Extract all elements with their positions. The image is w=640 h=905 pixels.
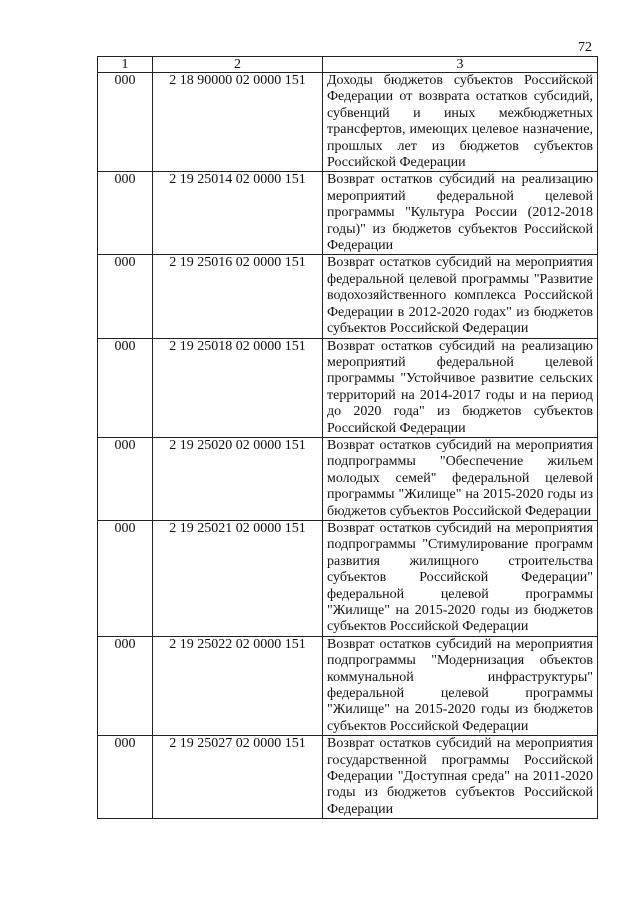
admin-code-cell: 000 [98, 73, 153, 172]
page-number: 72 [578, 40, 592, 55]
table-row [98, 73, 598, 172]
table-row [98, 636, 598, 735]
budget-codes-table [97, 56, 598, 819]
income-name-cell: Возврат остатков субсидий на мероприятия государственной программы Российской Федерации "Доступная среда" на 2011-2020 годы из бюджетов субъектов Российской Федерации [323, 736, 598, 819]
income-name-cell: Возврат остатков субсидий на реализацию мероприятий федеральной целевой программы "Культура России (2012-2018 годы)" из бюджетов субъектов Российской Федерации [323, 172, 598, 255]
income-name-cell: Возврат остатков субсидий на мероприятия федеральной целевой программы "Развитие водохозяйственного комплекса Российской Федерации в 2012-2020 годах" из бюджетов субъектов Российской Федерации [323, 255, 598, 338]
income-name-cell: Доходы бюджетов субъектов Российской Федерации от возврата остатков субсидий, субвенций и иных межбюджетных трансфертов, имеющих целевое назначение, прошлых лет из бюджетов субъектов Российской Федерации [323, 73, 598, 172]
kbk-code-cell: 2 19 25014 02 0000 151 [153, 172, 323, 255]
kbk-code-cell: 2 19 25027 02 0000 151 [153, 736, 323, 819]
admin-code-cell: 000 [98, 172, 153, 255]
table-row [98, 520, 598, 636]
kbk-code-cell: 2 19 25018 02 0000 151 [153, 338, 323, 437]
kbk-code-cell: 2 19 25021 02 0000 151 [153, 520, 323, 636]
income-name-cell: Возврат остатков субсидий на мероприятия подпрограммы "Обеспечение жильем молодых семей" федеральной целевой программы "Жилище" на 2015-2020 годы из бюджетов субъектов Российской Федерации [323, 437, 598, 520]
table-row [98, 736, 598, 819]
admin-code-cell: 000 [98, 736, 153, 819]
kbk-code-cell: 2 18 90000 02 0000 151 [153, 73, 323, 172]
admin-code-cell: 000 [98, 520, 153, 636]
income-name-cell: Возврат остатков субсидий на реализацию мероприятий федеральной целевой программы "Устойчивое развитие сельских территорий на 2014-2017 годы и на период до 2020 года" из бюджетов субъектов Российской Федерации [323, 338, 598, 437]
column-number-row [98, 57, 598, 73]
table-row [98, 437, 598, 520]
kbk-code-cell: 2 19 25016 02 0000 151 [153, 255, 323, 338]
income-name-cell: Возврат остатков субсидий на мероприятия подпрограммы "Стимулирование программ развития жилищного строительства субъектов Российской Федерации" федеральной целевой программы "Жилище" на 2015-2020 годы из бюджетов субъектов Российской Федерации [323, 520, 598, 636]
admin-code-cell: 000 [98, 338, 153, 437]
kbk-code-cell: 2 19 25020 02 0000 151 [153, 437, 323, 520]
column-number-2: 2 [153, 57, 323, 73]
admin-code-cell: 000 [98, 437, 153, 520]
table-row [98, 172, 598, 255]
column-number-1: 1 [98, 57, 153, 73]
table-row [98, 255, 598, 338]
kbk-code-cell: 2 19 25022 02 0000 151 [153, 636, 323, 735]
table-row [98, 338, 598, 437]
column-number-3: 3 [323, 57, 598, 73]
admin-code-cell: 000 [98, 255, 153, 338]
income-name-cell: Возврат остатков субсидий на мероприятия подпрограммы "Модернизация объектов коммунальной инфраструктуры" федеральной целевой программы "Жилище" на 2015-2020 годы из бюджетов субъектов Российской Федерации [323, 636, 598, 735]
admin-code-cell: 000 [98, 636, 153, 735]
